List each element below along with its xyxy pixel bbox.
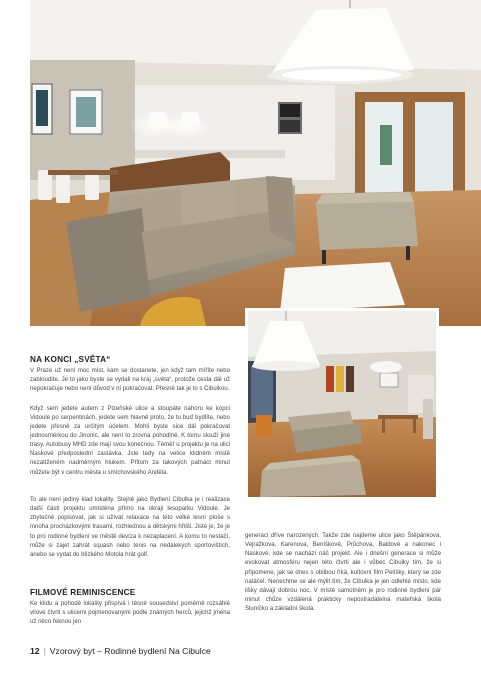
- paragraph-lesopark: To ale není jediný klad lokality. Stejně jako Bydlení Cibulka je i realizace další části projektu umístěna přímo na okraji lesoparku Vidoule. Je zbytečné popisovat, jak si užívat relaxace na této velké lesní ploše s mnoha procházkovými trasami, rozhlednou a dětskými hřišti. Jisté je, že je to pro rodinné bydlení ve městě devíza k nezaplacení. A komu to nestačí, může si zajet zahrát squash nebo tenis na nedalekých sportovištích, anebo se vydat do blízkého Motola hrát golf.: [30, 497, 230, 558]
- main-interior-photo: [30, 0, 481, 326]
- inset-interior-photo: [245, 308, 439, 500]
- paragraph-right-column: generaci dříve narozených. Takže zde najdeme ulice jako Štěpánkova, Vejražkova, Karenova, Beníškové, Průchova, Baldové a nakonec i Naskové, kde se nachází náš projekt. Ale i dnešní generace si může evokovat atmosféru nejen této čtvrti ale i vůbec Cibulky tím, že si připomene, jak se dnes s oblibou říká, kultovní film Pelíšky, který se zde natáčel. Nenechme se ale mýlit tím, že Cibulka je jen odlehlé místo, kde lišky dávají dobrou noc. V místě samotném je pro rodinné bydlení pár minut chůze vzdálená prakticky nepostradatelná mateřská škola Sluníčko a základní škola.: [245, 533, 441, 613]
- page-number: 12: [30, 646, 40, 656]
- paragraph-intro: V Praze už není moc míst, kam se dostanete, jen když tam míříte nebo zabloudíte. Je to jako byste se vydali na kraj „světa“, protože cesta dál už nepokračuje nebo není důvod v ní pokračovat. Přesně tak je to s Cibulkou.: [30, 368, 230, 393]
- page-footer: [30, 646, 211, 656]
- footer-title: Vzorový byt – Rodinné bydlení Na Cibulce: [49, 646, 211, 656]
- paragraph-access: Když sem jedete autem z Plzeňské ulice a stoupáte nahoru ke kopci Vidoule po serpentinách, jedete sem hlavně proto, že tu buď bydlíte, nebo jedete přesně za určitým účelem. Mohli byste sice dál pokračovat jednosměrkou do Jinonic, ale není to zrovna pohodlné. K tomu slouží jiné trasy. Autobusy MHD zde mají svou konečnou. Téměř u projektu je na ulici Naskové předposlední zastávka. Jste tedy na velice klidném místě nezatíženém nadměrným hlukem. Přitom za takových patnáct minut můžete být v centru města u smíchovského Anděla.: [30, 405, 230, 476]
- section-heading-na-konci-sveta: NA KONCI „SVĚTA“: [30, 355, 111, 364]
- paragraph-filmove: Ke klidu a pohodě lokality přispívá i těsné sousedství poměrně rozsáhlé vilové čtvrti s ulicemi pojmenovanými podle známých herců, jejichž jména už něco řeknou jen: [30, 601, 230, 626]
- section-heading-filmove-reminiscence: FILMOVÉ REMINISCENCE: [30, 588, 136, 597]
- footer-separator: |: [43, 646, 46, 656]
